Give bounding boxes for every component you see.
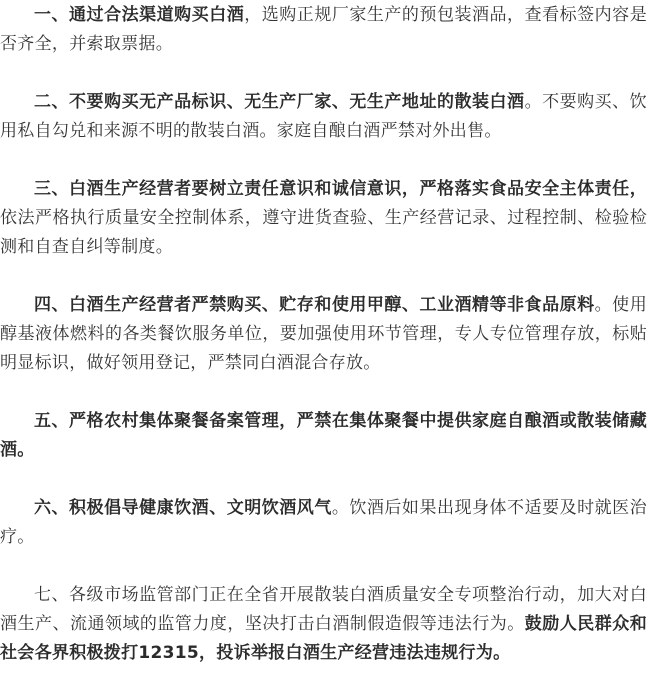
paragraph-gap	[0, 552, 647, 581]
paragraph-gap	[0, 262, 647, 291]
paragraph-5-bold: 五、严格农村集体聚餐备案管理，严禁在集体聚餐中提供家庭自酿酒或散装储藏酒。	[0, 411, 647, 460]
paragraph-6-bold: 六、积极倡导健康饮酒、文明饮酒风气	[34, 498, 332, 518]
paragraph-5	[0, 407, 647, 465]
paragraph-7-bold-tail: 鼓励人民群众和社会各界积极拨打12315，投诉举报白酒生产经营违法违规行为。	[0, 614, 647, 663]
paragraph-gap	[0, 465, 647, 494]
paragraph-2	[0, 88, 647, 146]
paragraph-3	[0, 175, 647, 262]
paragraph-gap	[0, 378, 647, 407]
article-body	[0, 1, 647, 668]
paragraph-1	[0, 1, 647, 59]
paragraph-4-bold: 四、白酒生产经营者严禁购买、贮存和使用甲醇、工业酒精等非食品原料	[34, 295, 595, 315]
paragraph-7-text: 七、各级市场监管部门正在全省开展散装白酒质量安全专项整治行动，加大对白酒生产、流通领域的监管力度，坚决打击白酒制假造假等违法行为。	[0, 585, 647, 634]
paragraph-3-bold: 三、白酒生产经营者要树立责任意识和诚信意识，严格落实食品安全主体责任，	[34, 179, 647, 199]
paragraph-1-text: ，选购正规厂家生产的预包装酒品，查看标签内容是否齐全，并索取票据。	[0, 5, 647, 54]
paragraph-gap	[0, 146, 647, 175]
paragraph-3-text: 依法严格执行质量安全控制体系，遵守进货查验、生产经营记录、过程控制、检验检测和自查自纠等制度。	[0, 208, 647, 257]
paragraph-2-bold: 二、不要购买无产品标识、无生产厂家、无生产地址的散装白酒	[34, 92, 525, 112]
paragraph-4	[0, 291, 647, 378]
paragraph-6-text: 。饮酒后如果出现身体不适要及时就医治疗。	[0, 498, 647, 547]
paragraph-gap	[0, 59, 647, 88]
paragraph-6	[0, 494, 647, 552]
paragraph-1-bold: 一、通过合法渠道购买白酒	[34, 5, 245, 25]
paragraph-2-text: 。不要购买、饮用私自勾兑和来源不明的散装白酒。家庭自酿白酒严禁对外出售。	[0, 92, 647, 141]
paragraph-7	[0, 581, 647, 668]
paragraph-4-text: 。使用醇基液体燃料的各类餐饮服务单位，要加强使用环节管理，专人专位管理存放，标贴明显标识，做好领用登记，严禁同白酒混合存放。	[0, 295, 647, 373]
